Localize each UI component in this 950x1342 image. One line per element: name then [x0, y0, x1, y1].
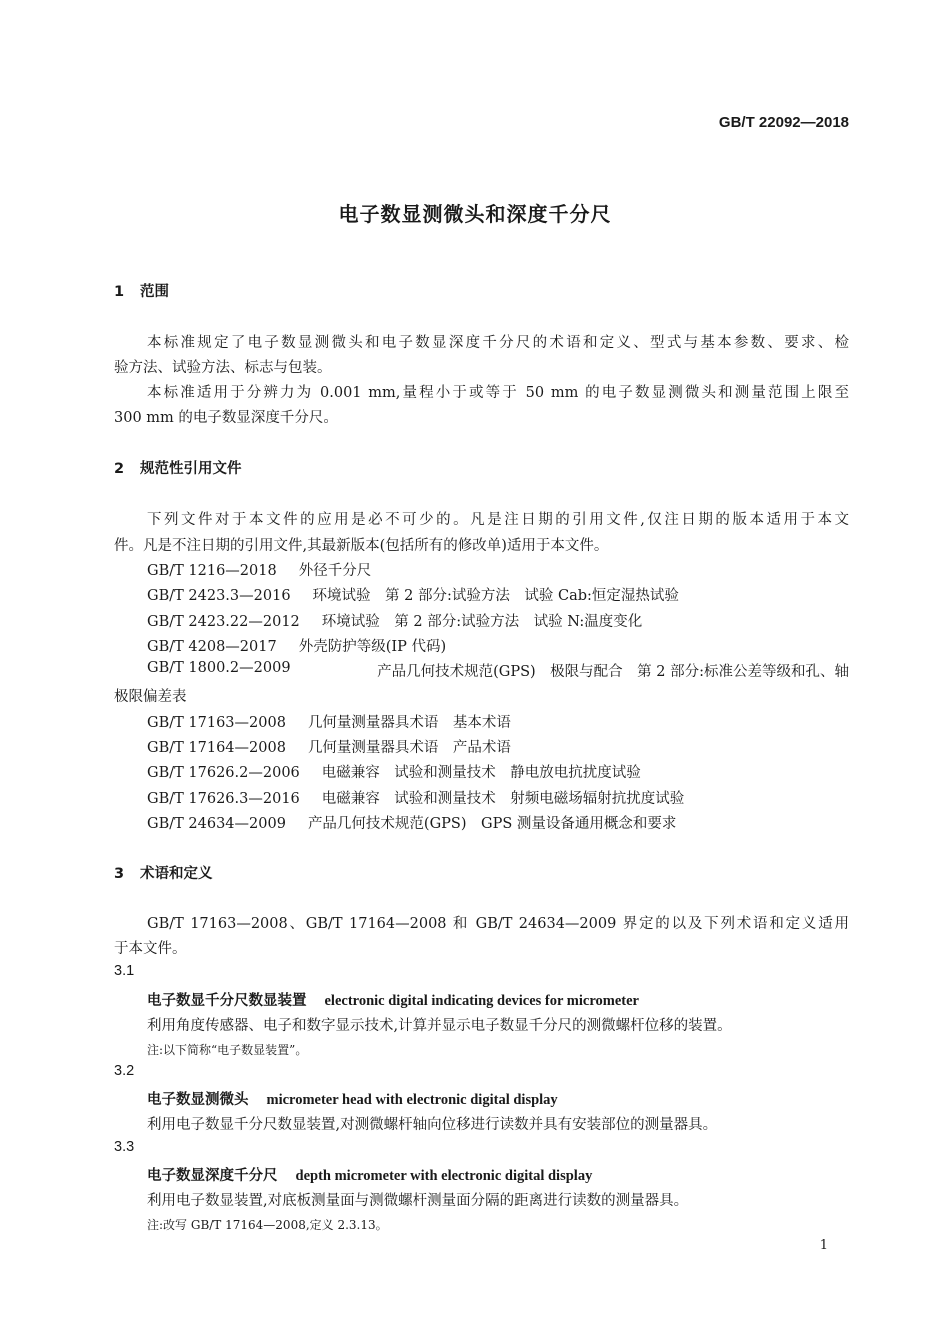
reference-item [147, 610, 642, 631]
term-heading [147, 989, 639, 1010]
page-number: 1 [819, 1238, 828, 1253]
term-chinese: 电子数显千分尺数显装置 [147, 993, 307, 1009]
reference-code: GB/T 2423.22—2012 [147, 614, 300, 630]
section-title: 规范性引用文件 [140, 461, 242, 477]
section-2-heading [114, 457, 242, 478]
reference-title-continuation: 极限偏差表 [114, 689, 187, 705]
term-note: 注:改写 GB/T 17164—2008,定义 2.3.13。 [147, 1218, 388, 1232]
terms-intro-line-1: GB/T 17163—2008、GB/T 17164—2008 和 GB/T 24634—2009 界定的以及下列术语和定义适用 [147, 916, 849, 932]
term-definition: 利用电子数显装置,对底板测量面与测微螺杆测量面分隔的距离进行读数的测量器具。 [147, 1193, 689, 1209]
scope-paragraph-2-line-1: 本标准适用于分辨力为 0.001 mm,量程小于或等于 50 mm 的电子数显测微头和测量范围上限至 [147, 385, 849, 401]
reference-code: GB/T 17626.3—2016 [147, 791, 300, 807]
reference-code: GB/T 1216—2018 [147, 563, 277, 579]
reference-code: GB/T 4208—2017 [147, 639, 277, 655]
term-heading [147, 1088, 558, 1109]
reference-item [147, 812, 676, 833]
reference-title: 电磁兼容 试验和测量技术 静电放电抗扰度试验 [321, 765, 641, 781]
term-note: 注:以下简称“电子数显装置”。 [147, 1043, 308, 1057]
reference-code: GB/T 17164—2008 [147, 740, 286, 756]
reference-code: GB/T 17626.2—2006 [147, 765, 300, 781]
refs-intro-line-2: 件。凡是不注日期的引用文件,其最新版本(包括所有的修改单)适用于本文件。 [114, 538, 609, 554]
section-number: 2 [114, 461, 125, 477]
reference-item [147, 559, 371, 580]
reference-title: 几何量测量器具术语 产品术语 [307, 740, 511, 756]
clause-number: 3.2 [114, 1063, 135, 1079]
term-chinese: 电子数显深度千分尺 [147, 1168, 278, 1184]
section-title: 术语和定义 [140, 866, 213, 882]
reference-item [147, 761, 641, 782]
term-heading [147, 1164, 592, 1185]
term-english: electronic digital indicating devices for micrometer [324, 993, 639, 1009]
reference-item [147, 711, 511, 732]
reference-title: 几何量测量器具术语 基本术语 [307, 715, 511, 731]
reference-code: GB/T 1800.2—2009 [147, 660, 291, 676]
term-english: micrometer head with electronic digital display [266, 1092, 558, 1108]
reference-code: GB/T 24634—2009 [147, 816, 286, 832]
section-number: 3 [114, 866, 125, 882]
section-3-heading [114, 862, 213, 883]
reference-item [147, 635, 446, 656]
scope-paragraph-2-line-2: 300 mm 的电子数显深度千分尺。 [114, 410, 338, 426]
reference-code: GB/T 2423.3—2016 [147, 588, 291, 604]
reference-item [147, 660, 849, 681]
reference-item [147, 584, 679, 605]
reference-title: 外壳防护等级(IP 代码) [298, 639, 447, 655]
section-title: 范围 [140, 284, 169, 300]
reference-title: 电磁兼容 试验和测量技术 射频电磁场辐射抗扰度试验 [321, 791, 685, 807]
reference-title: 产品几何技术规范(GPS) 极限与配合 第 2 部分:标准公差等级和孔、轴 [377, 664, 849, 680]
reference-title: 环境试验 第 2 部分:试验方法 试验 Cab:恒定湿热试验 [312, 588, 679, 604]
reference-code: GB/T 17163—2008 [147, 715, 286, 731]
term-definition: 利用电子数显千分尺数显装置,对测微螺杆轴向位移进行读数并具有安装部位的测量器具。 [147, 1117, 718, 1133]
term-english: depth micrometer with electronic digital display [295, 1168, 593, 1184]
reference-title: 环境试验 第 2 部分:试验方法 试验 N:温度变化 [321, 614, 643, 630]
document-title: 电子数显测微头和深度千分尺 [338, 202, 612, 226]
standard-code: GB/T 22092—2018 [718, 114, 849, 131]
scope-paragraph-1-line-1: 本标准规定了电子数显测微头和电子数显深度千分尺的术语和定义、型式与基本参数、要求、检 [147, 335, 849, 351]
scope-paragraph-1-line-2: 验方法、试验方法、标志与包装。 [114, 360, 332, 376]
refs-intro-line-1: 下列文件对于本文件的应用是必不可少的。凡是注日期的引用文件,仅注日期的版本适用于本文 [147, 512, 849, 528]
section-1-heading [114, 280, 169, 301]
reference-title: 外径千分尺 [298, 563, 372, 579]
reference-item [147, 787, 684, 808]
reference-title: 产品几何技术规范(GPS) GPS 测量设备通用概念和要求 [307, 816, 677, 832]
clause-number: 3.1 [114, 963, 135, 979]
clause-number: 3.3 [114, 1139, 135, 1155]
section-number: 1 [114, 284, 125, 300]
reference-item [147, 736, 511, 757]
terms-intro-line-2: 于本文件。 [114, 941, 187, 957]
term-chinese: 电子数显测微头 [147, 1092, 249, 1108]
term-definition: 利用角度传感器、电子和数字显示技术,计算并显示电子数显千分尺的测微螺杆位移的装置。 [147, 1018, 732, 1034]
